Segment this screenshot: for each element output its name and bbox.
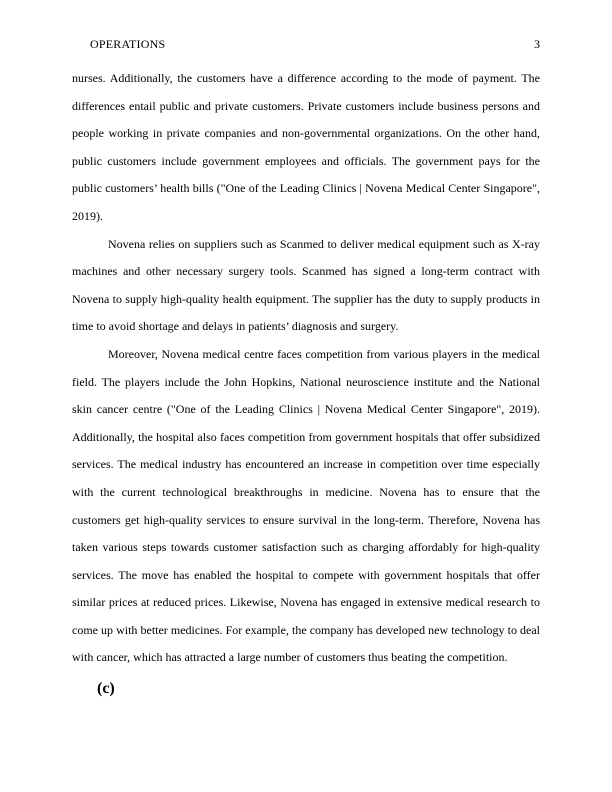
paragraph-competition: Moreover, Novena medical centre faces competition from various players in the medical field. The players include the John Hopkins, National neuroscience institute and the National skin cancer centre ("One of the Leading Clinics | Novena Medical Center Singapore", 2019). Additionally, the hospital also faces competition from government hospitals that offer subsidized services. The medical industry has encountered an increase in competition over time especially with the current technological breakthroughs in medicine. Novena has to ensure that the customers get high-quality services to ensure survival in the long-term. Therefore, Novena has taken various steps towards customer satisfaction such as charging affordably for high-quality services. The move has enabled the hospital to compete with government hospitals that offer similar prices at reduced prices. Likewise, Novena has engaged in extensive medical research to come up with better medicines. For example, the company has developed new technology to deal with cancer, which has attracted a large number of customers thus beating the competition.: [72, 346, 540, 665]
paragraph-suppliers: Novena relies on suppliers such as Scanmed to deliver medical equipment such as X-ray machines and other necessary surgery tools. Scanmed has signed a long-term contract with Novena to supply high-quality health equipment. The supplier has the duty to supply products in time to avoid shortage and delays in patients’ diagnosis and surgery.: [72, 236, 540, 334]
page-number: 3: [534, 37, 540, 51]
page-header: [90, 36, 540, 52]
running-head: OPERATIONS: [90, 37, 166, 51]
paragraph-customers: nurses. Additionally, the customers have a difference according to the mode of payment. The differences entail public and private customers. Private customers include business persons and people working in private companies and non-governmental organizations. On the other hand, public customers include government employees and officials. The government pays for the public customers’ health bills ("One of the Leading Clinics | Novena Medical Center Singapore", 2019).: [72, 71, 540, 223]
body-text: [72, 65, 540, 672]
section-label: (c): [97, 680, 115, 697]
